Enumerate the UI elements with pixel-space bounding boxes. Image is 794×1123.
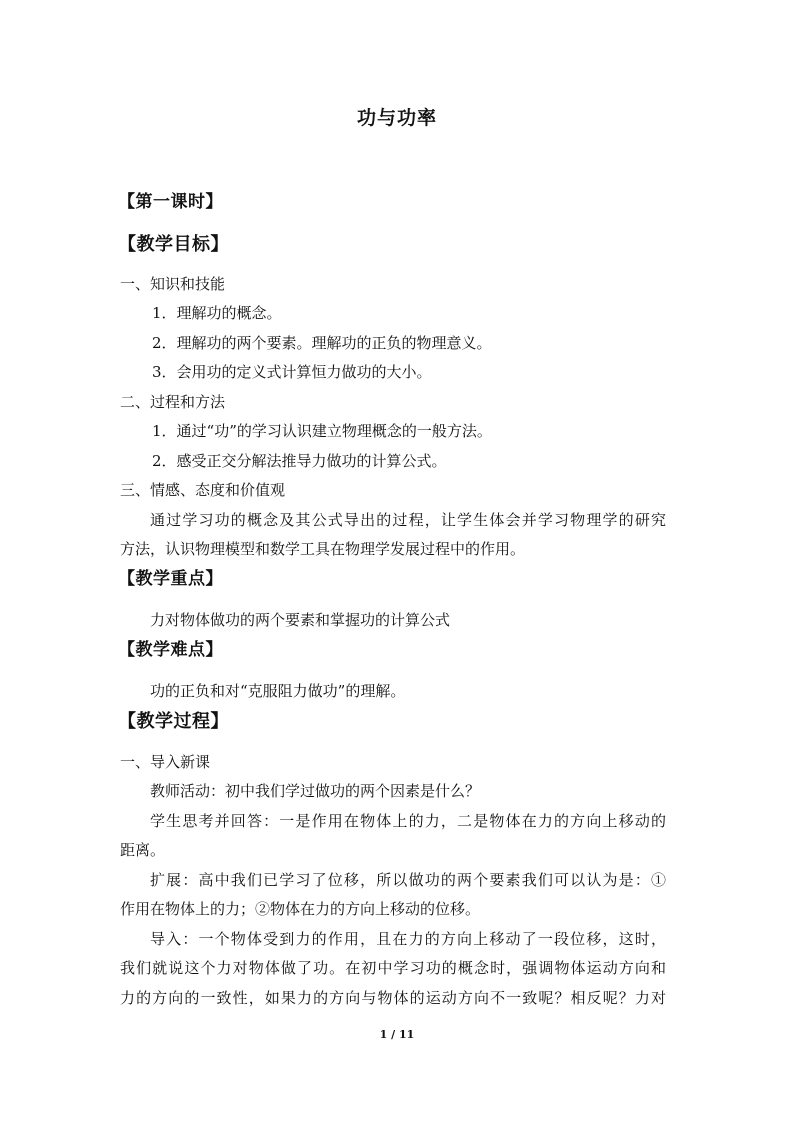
extend-text-cont: 作用在物体上的力；②物体在力的方向上移动的位移。 (120, 900, 481, 918)
emotion-text-cont: 方法，认识物理模型和数学工具在物理学发展过程中的作用。 (120, 540, 526, 558)
lead-text-cont: 力的方向的一致性，如果力的方向与物体的运动方向不一致呢？相反呢？力对 (120, 989, 666, 1007)
key-text: 力对物体做功的两个要素和掌握功的计算公式 (150, 611, 451, 629)
lesson-heading: 【第一课时】 (118, 192, 223, 212)
intro-heading: 一、导入新课 (120, 753, 211, 771)
document-title: 功与功率 (356, 107, 437, 129)
emotion-heading: 三、情感、态度和价值观 (120, 481, 286, 499)
goals-heading: 【教学目标】 (118, 234, 229, 255)
lead-text: 导入：一个物体受到力的作用，且在力的方向上移动了一段位移，这时， (150, 930, 666, 948)
teaching-process-heading: 【教学过程】 (118, 711, 229, 732)
knowledge-heading: 一、知识和技能 (120, 275, 226, 293)
teacher-activity: 教师活动：初中我们学过做功的两个因素是什么？ (150, 782, 481, 800)
page-number: 1 / 11 (379, 1028, 415, 1041)
extend-text: 扩展：高中我们已学习了位移，所以做功的两个要素我们可以认为是：① (150, 871, 666, 889)
difficulty-text: 功的正负和对“克服阻力做功”的理解。 (150, 682, 406, 700)
difficulty-heading: 【教学难点】 (118, 640, 223, 660)
lead-text-cont: 我们就说这个力对物体做了功。在初中学习功的概念时，强调物体运动方向和 (120, 959, 666, 977)
student-answer: 学生思考并回答：一是作用在物体上的力，二是物体在力的方向上移动的 (150, 812, 666, 830)
process-heading: 二、过程和方法 (120, 393, 226, 411)
student-answer-cont: 距离。 (120, 841, 166, 859)
knowledge-item: 3．会用功的定义式计算恒力做功的大小。 (152, 363, 432, 381)
emotion-text: 通过学习功的概念及其公式导出的过程，让学生体会并学习物理学的研究 (150, 511, 666, 529)
knowledge-item: 2．理解功的两个要素。理解功的正负的物理意义。 (152, 334, 492, 352)
knowledge-item: 1．理解功的概念。 (152, 304, 282, 322)
key-heading: 【教学重点】 (118, 569, 223, 589)
process-item: 2．感受正交分解法推导力做功的计算公式。 (152, 452, 447, 470)
process-item: 1．通过“功”的学习认识建立物理概念的一般方法。 (152, 422, 492, 440)
